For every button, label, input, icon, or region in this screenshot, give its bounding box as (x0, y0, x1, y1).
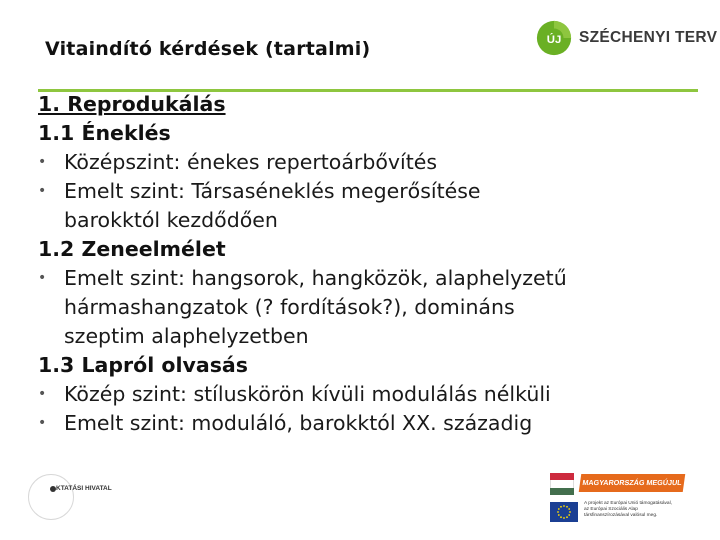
eu-support-text (584, 501, 690, 519)
bullet-continuation: barokktól kezdődően (64, 208, 278, 232)
bullet-continuation: szeptim alaphelyzetben (64, 324, 309, 348)
uj-logo-icon (535, 19, 573, 57)
slide-body (38, 90, 698, 438)
bullet-item: • Emelt szint: moduláló, barokktól XX. századig (38, 409, 698, 438)
section-heading: 1.3 Lapról olvasás (38, 353, 248, 377)
bullet-item: • Emelt szint: hangsorok, hangközök, alaphelyzetű (38, 264, 698, 293)
eu-line: az Európai Szociális Alap (584, 507, 638, 512)
logo-circle-icon (28, 474, 74, 520)
eu-line: A projekt az Európai Unió támogatásával, (584, 501, 672, 506)
bullet-item: • Középszint: énekes repertoárbővítés (38, 148, 698, 177)
eu-line: társfinanszírozásával valósul meg. (584, 513, 658, 518)
uj-magyarorszag-block (550, 470, 690, 528)
bullet-item: • Közép szint: stíluskörön kívüli modulálás nélküli (38, 380, 698, 409)
numbered-heading: 1. Reprodukálás (38, 92, 226, 116)
szechenyi-terv-logo (535, 16, 717, 60)
left-logo-text: KTATÁSI HIVATAL (56, 485, 112, 492)
megujul-banner: MAGYARORSZÁG MEGÚJUL (579, 474, 686, 492)
logo-text: SZÉCHENYI TERV (579, 29, 718, 46)
oktatasi-hivatal-logo (22, 468, 122, 528)
logo-mark-text: ÚJ (546, 33, 562, 46)
hungarian-flag-icon (550, 473, 574, 495)
bullet-continuation: hármashangzatok (? fordítások?), domináns (64, 295, 515, 319)
bullet-item: • Emelt szint: Társaséneklés megerősítése (38, 177, 698, 206)
section-heading: 1.1 Éneklés (38, 121, 171, 145)
eu-flag-icon (550, 502, 578, 522)
page-title: Vitaindító kérdések (tartalmi) (45, 38, 371, 60)
section-heading: 1.2 Zeneelmélet (38, 237, 226, 261)
